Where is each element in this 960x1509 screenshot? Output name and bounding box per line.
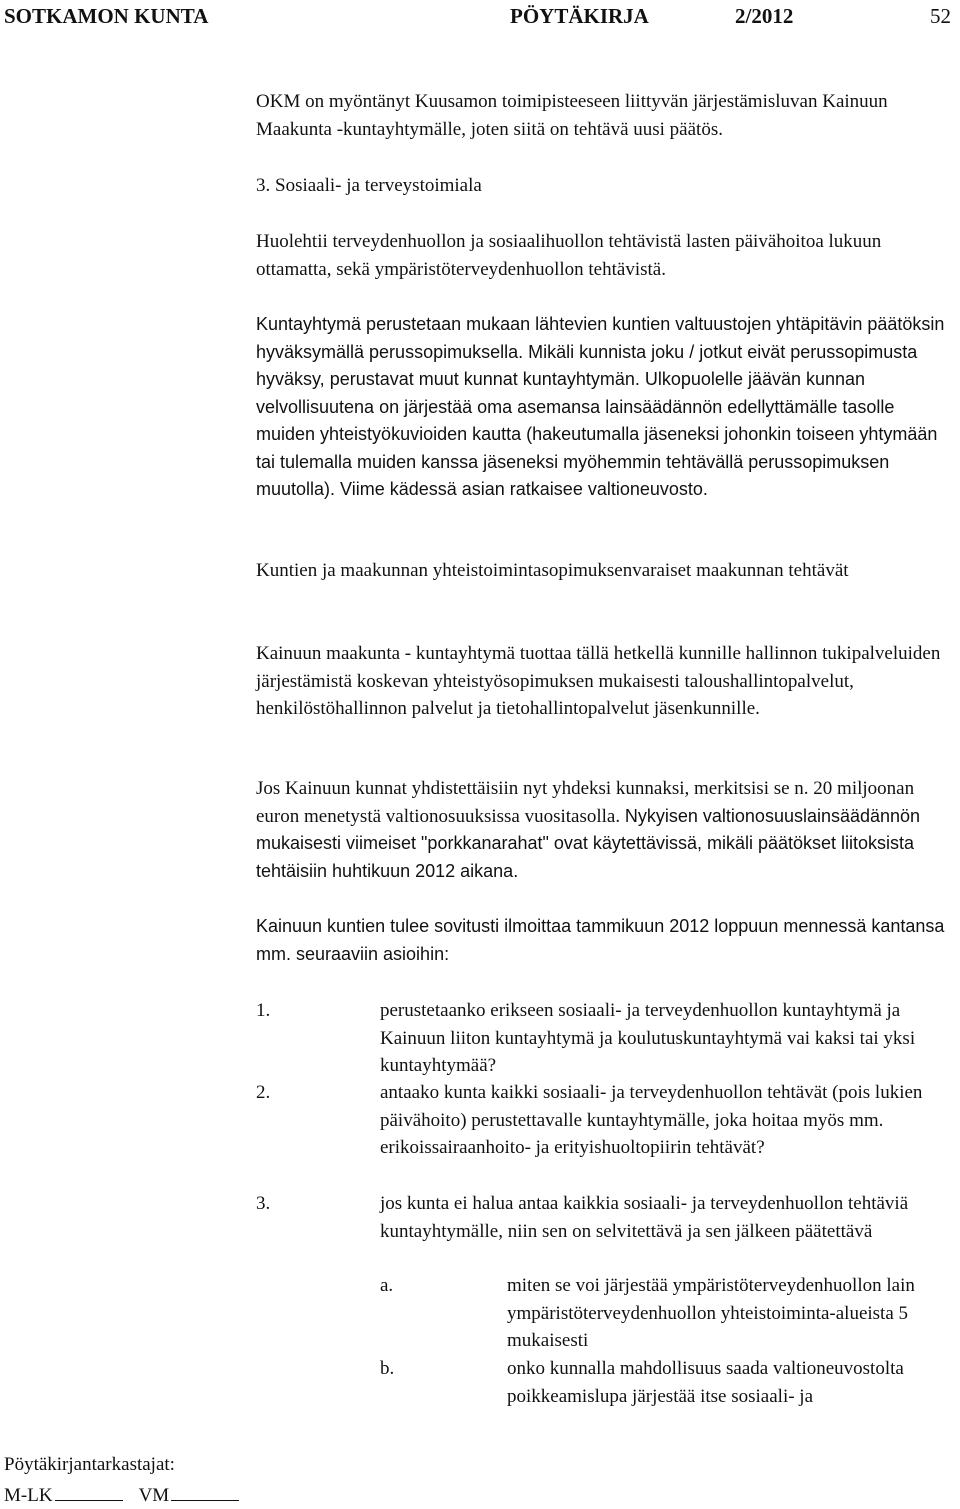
list-item-number: 2. <box>256 1082 271 1103</box>
sublist-item-text: miten se voi järjestää ympäristöterveydenhuollon lain ympäristöterveydenhuollon yhteistoiminta-alueista 5 mukaisesti <box>507 1275 915 1351</box>
paragraph-tukipalvelut: Kainuun maakunta - kuntayhtymä tuottaa tällä hetkellä kunnille hallinnon tukipalveluiden järjestämistä koskevan yhteistyösopimuksen mukaisesti taloushallintopalvelut, henkilöstöhallinnon palvelut ja tietohallintopalvelut jäsenkunnille. <box>256 643 941 719</box>
reviewer-initials-1: M-LK <box>4 1485 53 1506</box>
paragraph-valtionosuudet <box>256 775 956 885</box>
reviewer-signatures <box>4 1484 255 1507</box>
list-item-number: 3. <box>256 1193 271 1214</box>
document-type: PÖYTÄKIRJA <box>510 4 649 28</box>
list-item-number: 1. <box>256 1000 271 1021</box>
sublist-item-text: onko kunnalla mahdollisuus saada valtioneuvostolta poikkeamislupa järjestää itse sosiaali- ja <box>507 1358 904 1407</box>
section-heading: 3. Sosiaali- ja terveystoimiala <box>256 175 482 196</box>
list-item-text: antaako kunta kaikki sosiaali- ja terveydenhuollon tehtävät (pois lukien päivähoito) perustettavalle kuntayhtymälle, joka hoitaa myös mm. erikoissairaanhoito- ja erityishuoltopiirin tehtävät? <box>380 1082 923 1158</box>
document-header <box>0 4 960 28</box>
municipality-name: SOTKAMON KUNTA <box>4 4 209 28</box>
document-number: 2/2012 <box>735 4 794 28</box>
list-item-text: perustetaanko erikseen sosiaali- ja terveydenhuollon kuntayhtymä ja Kainuun liiton kuntayhtymä ja koulutuskuntayhtymä vai kaksi tai yksi kuntayhtymää? <box>380 1000 916 1076</box>
paragraph-yhteistoiminta-heading: Kuntien ja maakunnan yhteistoimintasopimuksenvaraiset maakunnan tehtävät <box>256 560 849 581</box>
page-number: 52 <box>930 4 951 28</box>
sublist-item-letter: b. <box>380 1358 395 1379</box>
signature-line-2 <box>171 1484 239 1501</box>
reviewer-initials-2: VM <box>138 1485 170 1506</box>
list-item-text: jos kunta ei halua antaa kaikkia sosiaali- ja terveydenhuollon tehtäviä kuntayhtymälle, niin sen on selvitettävä ja sen jälkeen päätettävä <box>380 1193 909 1242</box>
paragraph-valtionosuudet-b: Nykyisen valtionosuuslainsäädännön mukaisesti viimeiset "porkkanarahat" ovat käytettävissä, mikäli päätökset liitoksista tehtäisiin huhtikuun 2012 aikana. <box>256 805 921 881</box>
paragraph-valtionosuudet-a: Jos Kainuun kunnat yhdistettäisiin nyt yhdeksi kunnaksi, merkitsisi se n. 20 miljoonan euron menetystä valtionosuuksissa vuositasolla. <box>256 778 915 827</box>
signature-line-1 <box>55 1484 123 1501</box>
reviewers-label: Pöytäkirjantarkastajat: <box>4 1454 175 1475</box>
paragraph-kuntayhtyma-a: Kuntayhtymä perustetaan mukaan lähtevien kuntien valtuustojen yhtäpitävin päätöksin hyväksymällä perussopimuksella. <box>256 314 945 362</box>
paragraph-okm: OKM on myöntänyt Kuusamon toimipisteeseen liittyvän järjestämisluvan Kainuun Maakunta -kuntayhtymälle, joten siitä on tehtävä uusi päätös. <box>256 91 888 140</box>
paragraph-kuntayhtyma-c: Ulkopuolelle jäävän kunnan velvollisuutena on järjestää oma asemansa lainsäädännön edellyttämälle tasolle muiden yhteistyökuvioiden kautta (hakeutumalla jäseneksi johonkin toiseen yhtymään tai tulemalla muiden kanssa jäseneksi myöhemmin tehtävällä perussopimuksen muutolla). Viime kädessä asian ratkaisee valtioneuvosto. <box>256 369 938 499</box>
paragraph-kuntayhtyma-b: Mikäli kunnista joku / jotkut eivät perussopimusta hyväksy, perustavat muut kunnat kuntayhtymän. <box>256 341 918 389</box>
paragraph-kuntayhtyma <box>256 311 956 504</box>
paragraph-sote-duties: Huolehtii terveydenhuollon ja sosiaalihuollon tehtävistä lasten päivähoitoa lukuun ottamatta, sekä ympäristöterveydenhuollon tehtävistä. <box>256 231 882 280</box>
paragraph-ilmoitus: Kainuun kuntien tulee sovitusti ilmoittaa tammikuun 2012 loppuun mennessä kantansa mm. seuraaviin asioihin: <box>256 916 945 964</box>
sublist-item-letter: a. <box>380 1275 394 1296</box>
